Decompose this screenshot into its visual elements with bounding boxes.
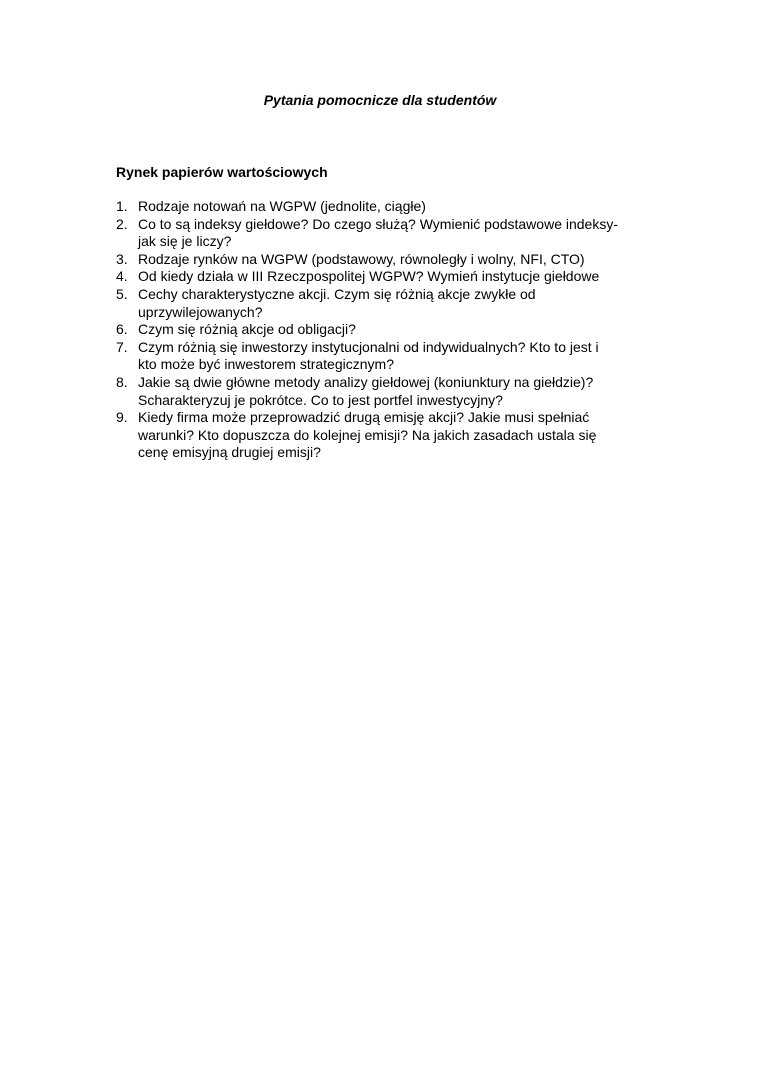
question-text: Cechy charakterystyczne akcji. Czym się różnią akcje zwykłe od uprzywilejowanych? [138, 285, 536, 320]
section-heading: Rynek papierów wartościowych [116, 164, 328, 180]
question-number: 6. [116, 321, 128, 338]
question-number: 8. [116, 373, 128, 390]
question-list [116, 198, 676, 462]
question-number: 5. [116, 285, 128, 302]
question-item [116, 286, 676, 321]
question-number: 7. [116, 338, 128, 355]
question-number: 9. [116, 409, 128, 426]
question-text: Czym różnią się inwestorzy instytucjonalni od indywidualnych? Kto to jest i kto może być inwestorem strategicznym? [138, 338, 599, 373]
document-title: Pytania pomocnicze dla studentów [263, 92, 497, 108]
question-text: Od kiedy działa w III Rzeczpospolitej WGPW? Wymień instytucje giełdowe [138, 268, 600, 285]
question-text: Rodzaje notowań na WGPW (jednolite, ciągłe) [138, 198, 426, 214]
question-item [116, 268, 676, 286]
question-item [116, 198, 676, 216]
question-text: Rodzaje rynków na WGPW (podstawowy, równoległy i wolny, NFI, CTO) [138, 250, 585, 267]
question-item [116, 339, 676, 374]
question-number: 4. [116, 268, 128, 285]
question-number: 3. [116, 250, 128, 267]
question-number: 1. [116, 198, 128, 214]
question-item [116, 251, 676, 269]
question-text: Co to są indeksy giełdowe? Do czego służą? Wymienić podstawowe indeksy- jak się je liczy? [138, 215, 618, 250]
question-item [116, 216, 676, 251]
question-item [116, 409, 676, 462]
question-text: Kiedy firma może przeprowadzić drugą emisję akcji? Jakie musi spełniać warunki? Kto dopuszcza do kolejnej emisji? Na jakich zasadach ustala się cenę emisyjną drugiej emisji? [138, 409, 597, 461]
question-text: Jakie są dwie główne metody analizy giełdowej (koniunktury na giełdzie)? Scharakteryzuj je pokrótce. Co to jest portfel inwestycyjny? [138, 373, 594, 408]
question-text: Czym się różnią akcje od obligacji? [138, 321, 356, 338]
question-item [116, 374, 676, 409]
question-number: 2. [116, 215, 128, 232]
question-item [116, 321, 676, 339]
